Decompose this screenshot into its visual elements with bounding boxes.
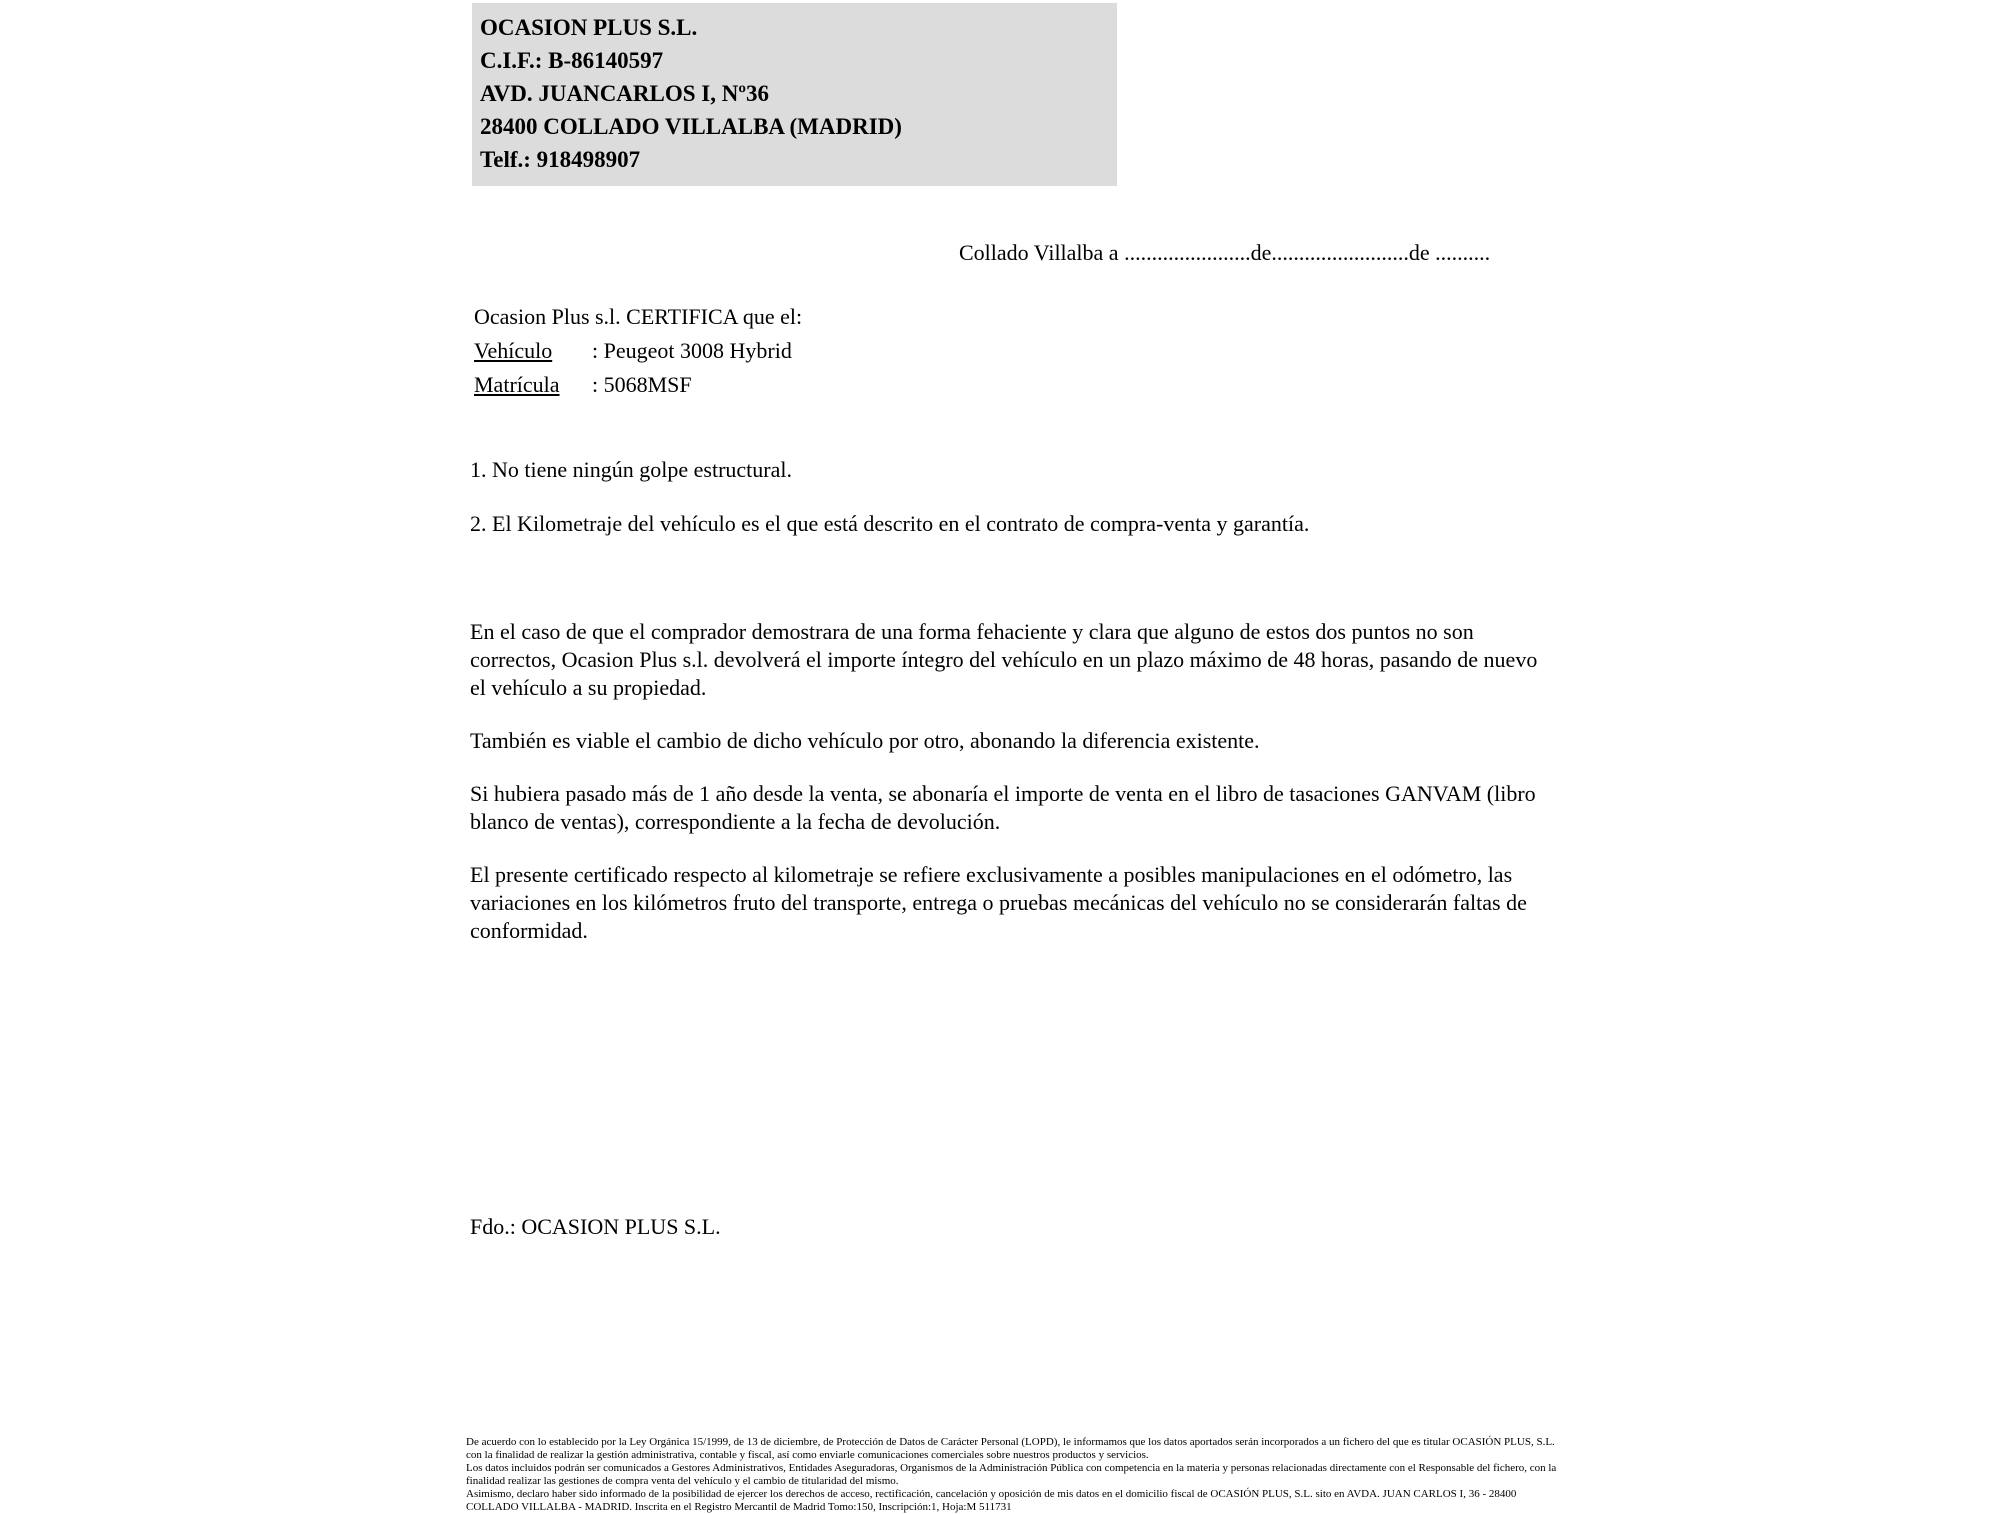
point-1: 1. No tiene ningún golpe estructural.	[470, 457, 792, 482]
paragraph-odometer: El presente certificado respecto al kilometraje se refiere exclusivamente a posibles manipulaciones en el odómetro, las variaciones en los kilómetros fruto del transporte, entrega o pruebas mecánicas del vehículo no se considerarán faltas de conformidad.	[470, 862, 1527, 943]
date-line: Collado Villalba a .......................de.........................de ..........	[959, 240, 1491, 265]
vehicle-label-cell	[474, 334, 592, 368]
footer-paragraph-data-sharing: Los datos incluidos podrán ser comunicados a Gestores Administrativos, Entidades Aseguradoras, Organismos de la Administración Pública con competencia en la materia y personas relacionadas directamente con el Responsable del fichero, con la finalidad realizar las gestiones de compra venta del vehículo y el cambio de titularidad del mismo.	[466, 1462, 1557, 1487]
plate-label: Matrícula	[474, 372, 560, 397]
plate-value: : 5068MSF	[592, 372, 692, 397]
plate-row	[474, 368, 802, 402]
certification-block	[474, 300, 802, 402]
vehicle-row	[474, 334, 802, 368]
legal-footer	[466, 1436, 1566, 1514]
certifica-intro: Ocasion Plus s.l. CERTIFICA que el:	[474, 304, 803, 329]
signature-line: Fdo.: OCASION PLUS S.L.	[470, 1214, 721, 1239]
certified-points	[470, 456, 1560, 564]
footer-paragraph-rights: Asimismo, declaro haber sido informado de la posibilidad de ejercer los derechos de acceso, rectificación, cancelación y oposición de mis datos en el domicilio fiscal de OCASIÓN PLUS, S.L. sito en AVDA. JUAN CARLOS I, 36 - 28400 COLLADO VILLALBA - MADRID. Inscrita en el Registro Mercantil de Madrid Tomo:150, Inscripción:1, Hoja:M 511731	[466, 1488, 1517, 1513]
company-city: 28400 COLLADO VILLALBA (MADRID)	[480, 114, 902, 139]
company-cif: C.I.F.: B-86140597	[480, 48, 664, 73]
paragraph-exchange: También es viable el cambio de dicho vehículo por otro, abonando la diferencia existente.	[470, 728, 1260, 753]
footer-paragraph-lopd: De acuerdo con lo establecido por la Ley Orgánica 15/1999, de 13 de diciembre, de Protección de Datos de Carácter Personal (LOPD), le informamos que los datos aportados serán incorporados a un fichero del que es titular OCASIÓN PLUS, S.L. con la finalidad de realizar la gestión administrativa, contable y fiscal, así como enviarle comunicaciones comerciales sobre nuestros productos y servicios.	[466, 1436, 1555, 1461]
vehicle-value: : Peugeot 3008 Hybrid	[592, 338, 792, 363]
company-name: OCASION PLUS S.L.	[480, 15, 698, 40]
company-address: AVD. JUANCARLOS I, Nº36	[480, 81, 769, 106]
paragraph-ganvam: Si hubiera pasado más de 1 año desde la venta, se abonaría el importe de venta en el libro de tasaciones GANVAM (libro blanco de ventas), correspondiente a la fecha de devolución.	[470, 781, 1536, 834]
company-phone: Telf.: 918498907	[480, 147, 641, 172]
point-2: 2. El Kilometraje del vehículo es el que está descrito en el contrato de compra-venta y garantía.	[470, 511, 1310, 536]
vehicle-label: Vehículo	[474, 338, 553, 363]
paragraph-refund: En el caso de que el comprador demostrara de una forma fehaciente y clara que alguno de estos dos puntos no son correctos, Ocasion Plus s.l. devolverá el importe íntegro del vehículo en un plazo máximo de 48 horas, pasando de nuevo el vehículo a su propiedad.	[470, 619, 1538, 700]
body-paragraphs	[470, 618, 1540, 970]
company-header-box	[472, 3, 1117, 186]
plate-label-cell	[474, 368, 592, 402]
